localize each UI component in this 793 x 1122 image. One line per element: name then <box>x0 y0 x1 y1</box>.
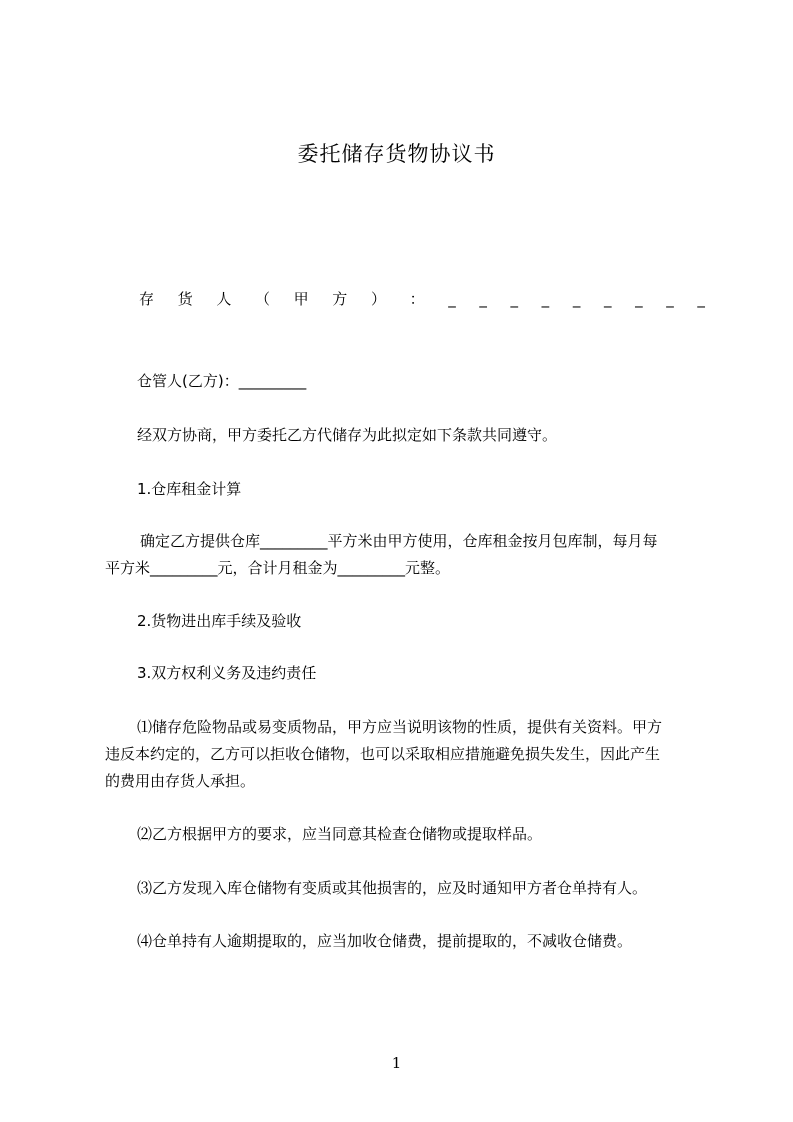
depositor-char: 甲 <box>293 290 309 308</box>
depositor-char: （ <box>254 290 270 308</box>
warehouse-keeper-line: 仓管人(乙方)：_________ <box>137 372 307 390</box>
intro-text: 经双方协商，甲方委托乙方代储存为此拟定如下条款共同遵守。 <box>137 426 558 444</box>
section-1-body-line-2: 平方米_________元，合计月租金为_________元整。 <box>105 559 451 577</box>
depositor-blank: _ <box>479 290 487 308</box>
depositor-blank: _ <box>697 290 705 308</box>
clause-4: ⑷仓单持有人逾期提取的，应当加收仓储费，提前提取的，不减收仓储费。 <box>137 932 633 950</box>
depositor-blank: _ <box>541 290 550 308</box>
document-title: 委托储存货物协议书 <box>297 142 496 166</box>
clause-1-line-1: ⑴储存危险物品或易变质物品，甲方应当说明该物的性质，提供有关资料。甲方 <box>137 718 663 736</box>
page-number: 1 <box>391 1054 402 1072</box>
depositor-blank: _ <box>635 290 643 308</box>
clause-3: ⑶乙方发现入库仓储物有变质或其他损害的，应及时通知甲方者仓单持有人。 <box>137 879 648 897</box>
section-1-body-line-1: 确定乙方提供仓库_________平方米由甲方使用，仓库租金按月包库制，每月每 <box>140 532 658 550</box>
clause-1-line-3: 的费用由存货人承担。 <box>105 772 256 790</box>
section-2-heading: 2.货物进出库手续及验收 <box>137 612 302 630</box>
depositor-blank: _ <box>572 290 581 308</box>
depositor-char: 存 <box>139 290 155 308</box>
section-3-heading: 3.双方权利义务及违约责任 <box>137 664 317 682</box>
depositor-blank: _ <box>448 290 456 308</box>
depositor-char: 人 <box>216 290 232 308</box>
clause-2: ⑵乙方根据甲方的要求，应当同意其检查仓储物或提取样品。 <box>137 825 543 843</box>
depositor-char: 货 <box>177 290 193 308</box>
clause-1-line-2: 违反本约定的，乙方可以拒收仓储物，也可以采取相应措施避免损失发生，因此产生 <box>105 745 661 763</box>
depositor-blank: _ <box>666 290 674 308</box>
depositor-char: 方 <box>332 290 348 308</box>
section-1-heading: 1.仓库租金计算 <box>137 480 242 498</box>
depositor-blank: _ <box>603 290 612 308</box>
depositor-char: ） <box>370 290 386 308</box>
depositor-char: ： <box>409 290 425 308</box>
depositor-line <box>139 287 705 311</box>
depositor-blank: _ <box>510 290 519 308</box>
